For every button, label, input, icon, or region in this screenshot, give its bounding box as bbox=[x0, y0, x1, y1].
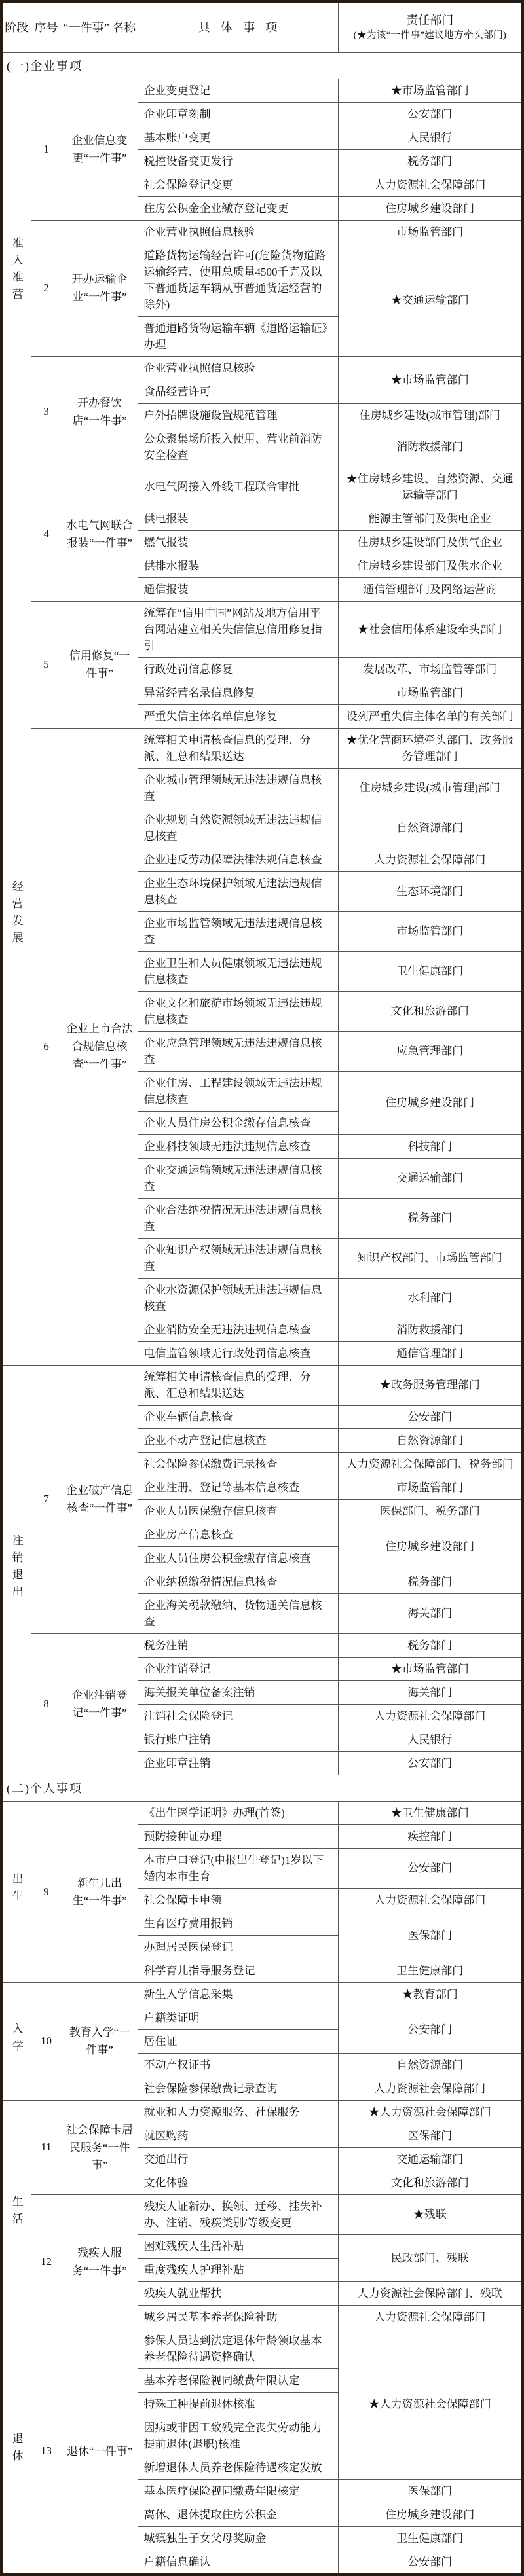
row-number-cell: 10 bbox=[31, 1982, 62, 2100]
item-cell: 银行账户注销 bbox=[138, 1728, 338, 1751]
department-cell: ★政务服务管理部门 bbox=[338, 1365, 523, 1405]
stage-label: 入学 bbox=[10, 2022, 23, 2057]
row-name-cell: 企业注销登记“一件事” bbox=[62, 1633, 138, 1775]
department-cell: 人力资源社会保障部门 bbox=[338, 1704, 523, 1728]
row-name-cell: 社会保障卡居民服务“一件事” bbox=[62, 2100, 138, 2194]
department-cell: 海关部门 bbox=[338, 1680, 523, 1704]
department-cell: 通信管理部门 bbox=[338, 1341, 523, 1365]
item-cell: 水电气网接入外线工程联合审批 bbox=[138, 467, 338, 507]
item-cell: 社会保险登记变更 bbox=[138, 173, 338, 196]
item-cell: 《出生医学证明》办理(首签) bbox=[138, 1801, 338, 1824]
item-cell: 企业住房、工程建设领域无违法违规信息核查 bbox=[138, 1071, 338, 1111]
item-cell: 注销社会保险登记 bbox=[138, 1704, 338, 1728]
header-name: “一件事” 名称 bbox=[62, 1, 138, 52]
item-cell: 行政处罚信息修复 bbox=[138, 657, 338, 681]
row-number-cell: 9 bbox=[31, 1801, 62, 1982]
item-cell: 企业营业执照信息核验 bbox=[138, 220, 338, 244]
department-cell: 市场监管部门 bbox=[338, 220, 523, 244]
department-cell: 人力资源社会保障部门 bbox=[338, 1888, 523, 1912]
department-cell: 自然资源部门 bbox=[338, 1428, 523, 1452]
department-cell: 文化和旅游部门 bbox=[338, 2171, 523, 2194]
item-cell: 税务注销 bbox=[138, 1633, 338, 1657]
item-row bbox=[1, 2100, 523, 2124]
item-cell: 企业变更登记 bbox=[138, 79, 338, 102]
department-cell: 卫生健康部门 bbox=[338, 951, 523, 991]
department-cell: 公安部门 bbox=[338, 1405, 523, 1428]
item-cell: 社会保险参保缴费记录查询 bbox=[138, 2077, 338, 2100]
item-cell: 企业市场监管领域无违法违规信息核查 bbox=[138, 911, 338, 951]
item-row bbox=[1, 467, 523, 507]
item-cell: 参保人员达到法定退休年龄领取基本养老保险待遇资格确认 bbox=[138, 2329, 338, 2368]
item-cell: 因病或非因工致残完全丧失劳动能力提前退休(退职)核准 bbox=[138, 2416, 338, 2456]
item-cell: 住房公积金企业缴存登记变更 bbox=[138, 196, 338, 220]
department-cell: 卫生健康部门 bbox=[338, 1959, 523, 1982]
department-cell: ★市场监管部门 bbox=[338, 1657, 523, 1680]
stage-label-cell bbox=[1, 1801, 31, 1982]
row-name-cell: 残疾人服务“一件事” bbox=[62, 2194, 138, 2329]
item-cell: 企业人员住房公积金缴存信息核查 bbox=[138, 1111, 338, 1134]
item-cell: 普通道路货物运输车辆《道路运输证》办理 bbox=[138, 316, 338, 356]
item-cell: 统筹在“信用中国”网站及地方信用平台网站建立相关失信信息信用修复指引 bbox=[138, 601, 338, 657]
department-cell: 人民银行 bbox=[338, 126, 523, 149]
header-items: 具体事项 bbox=[138, 1, 338, 52]
item-cell: 异常经营名录信息修复 bbox=[138, 681, 338, 704]
department-cell: ★人力资源社会保障部门 bbox=[338, 2100, 523, 2124]
item-cell: 公众聚集场所投入使用、营业前消防安全检查 bbox=[138, 427, 338, 467]
item-cell: 统筹相关申请核查信息的受理、分派、汇总和结果送达 bbox=[138, 1365, 338, 1405]
header-no: 序号 bbox=[31, 1, 62, 52]
row-number-cell: 8 bbox=[31, 1633, 62, 1775]
department-cell: 公安部门 bbox=[338, 1751, 523, 1775]
item-row bbox=[1, 2194, 523, 2234]
item-cell: 企业不动产登记信息核查 bbox=[138, 1428, 338, 1452]
item-cell: 残疾人证新办、换领、迁移、挂失补办、注销、残疾类别/等级变更 bbox=[138, 2194, 338, 2234]
row-number-cell: 3 bbox=[31, 356, 62, 467]
row-number-cell: 7 bbox=[31, 1365, 62, 1633]
stage-label-cell bbox=[1, 1365, 31, 1775]
department-cell: 知识产权部门、市场监管部门 bbox=[338, 1238, 523, 1278]
section-title: (一)企业事项 bbox=[1, 52, 523, 79]
header-dept bbox=[338, 1, 523, 52]
row-number-cell: 6 bbox=[31, 728, 62, 1365]
stage-label: 退休 bbox=[10, 2432, 23, 2467]
row-number-cell: 13 bbox=[31, 2329, 62, 2575]
stage-label: 准入准营 bbox=[10, 237, 23, 305]
department-cell: 住房城乡建设部门及供水企业 bbox=[338, 554, 523, 577]
row-name-cell: 退休“一件事” bbox=[62, 2329, 138, 2575]
department-cell: 住房城乡建设(城市管理)部门 bbox=[338, 768, 523, 808]
row-name-cell: 开办运输企业“一件事” bbox=[62, 220, 138, 356]
item-cell: 户籍信息确认 bbox=[138, 2550, 338, 2575]
row-name-cell: 水电气网联合报装“一件事” bbox=[62, 467, 138, 601]
department-cell: 人力资源社会保障部门 bbox=[338, 2305, 523, 2329]
department-cell: 住房城乡建设部门 bbox=[338, 2503, 523, 2526]
row-number-cell: 2 bbox=[31, 220, 62, 356]
department-cell: 住房城乡建设部门 bbox=[338, 1523, 523, 1570]
department-cell: 通信管理部门及网络运营商 bbox=[338, 577, 523, 601]
section-title: (二)个人事项 bbox=[1, 1775, 523, 1801]
department-cell: 发展改革、市场监管等部门 bbox=[338, 657, 523, 681]
item-cell: 企业合法纳税情况无违法违规信息核查 bbox=[138, 1198, 338, 1238]
item-cell: 特殊工种提前退休核准 bbox=[138, 2392, 338, 2416]
department-cell: 卫生健康部门 bbox=[338, 2526, 523, 2550]
department-cell: 住房城乡建设(城市管理)部门 bbox=[338, 403, 523, 427]
stage-label: 经营发展 bbox=[10, 880, 23, 949]
department-cell: 生态环境部门 bbox=[338, 871, 523, 911]
department-cell: ★市场监管部门 bbox=[338, 356, 523, 403]
department-cell: ★人力资源社会保障部门 bbox=[338, 2329, 523, 2479]
department-cell: 人民银行 bbox=[338, 1728, 523, 1751]
stage-label: 出生 bbox=[10, 1873, 23, 1907]
item-cell: 不动产权证书 bbox=[138, 2053, 338, 2077]
department-cell: 交通运输部门 bbox=[338, 2147, 523, 2171]
department-cell: 税务部门 bbox=[338, 149, 523, 173]
item-cell: 企业交通运输领域无违法违规信息核查 bbox=[138, 1158, 338, 1198]
department-cell: 住房城乡建设部门 bbox=[338, 196, 523, 220]
department-cell: 公安部门 bbox=[338, 2006, 523, 2053]
item-row bbox=[1, 1365, 523, 1405]
department-cell: 医保部门 bbox=[338, 1912, 523, 1959]
item-cell: 企业应急管理领域无违法违规信息核查 bbox=[138, 1031, 338, 1071]
row-number-cell: 11 bbox=[31, 2100, 62, 2194]
item-cell: 社会保障卡申领 bbox=[138, 1888, 338, 1912]
department-cell: 能源主管部门及供电企业 bbox=[338, 507, 523, 530]
department-cell: 设列严重失信主体名单的有关部门 bbox=[338, 704, 523, 728]
item-cell: 文化体验 bbox=[138, 2171, 338, 2194]
item-cell: 企业注册、登记等基本信息核查 bbox=[138, 1476, 338, 1499]
item-cell: 就业和人力资源服务、社保服务 bbox=[138, 2100, 338, 2124]
item-cell: 户外招牌设施设置规范管理 bbox=[138, 403, 338, 427]
department-cell: ★住房城乡建设、自然资源、交通运输等部门 bbox=[338, 467, 523, 507]
item-cell: 新生入学信息采集 bbox=[138, 1982, 338, 2006]
item-cell: 企业城市管理领域无违法违规信息核查 bbox=[138, 768, 338, 808]
item-cell: 企业房产信息核查 bbox=[138, 1523, 338, 1546]
department-cell: 自然资源部门 bbox=[338, 808, 523, 848]
row-name-cell: 教育入学“一件事” bbox=[62, 1982, 138, 2100]
department-cell: 水利部门 bbox=[338, 1278, 523, 1318]
department-cell: 住房城乡建设部门及供气企业 bbox=[338, 530, 523, 554]
item-cell: 海关报关单位备案注销 bbox=[138, 1680, 338, 1704]
item-cell: 城乡居民基本养老保险补助 bbox=[138, 2305, 338, 2329]
item-cell: 基本养老保险视同缴费年限认定 bbox=[138, 2368, 338, 2392]
item-cell: 企业纳税缴税情况信息核查 bbox=[138, 1570, 338, 1593]
row-name-cell: 企业上市合法合规信息核查“一件事” bbox=[62, 728, 138, 1365]
row-name-cell: 信用修复“一件事” bbox=[62, 601, 138, 728]
item-cell: 企业营业执照信息核验 bbox=[138, 356, 338, 380]
item-cell: 新增退休人员养老保险待遇核定发放 bbox=[138, 2456, 338, 2479]
department-cell: 公安部门 bbox=[338, 102, 523, 126]
department-cell: 医保部门 bbox=[338, 2124, 523, 2147]
item-cell: 企业车辆信息核查 bbox=[138, 1405, 338, 1428]
department-cell: 人力资源社会保障部门、残联 bbox=[338, 2281, 523, 2305]
item-row bbox=[1, 601, 523, 657]
department-cell: ★卫生健康部门 bbox=[338, 1801, 523, 1824]
department-cell: 消防救援部门 bbox=[338, 427, 523, 467]
item-row bbox=[1, 1982, 523, 2006]
stage-label-cell bbox=[1, 79, 31, 467]
department-cell: ★交通运输部门 bbox=[338, 244, 523, 356]
department-cell: 住房城乡建设部门 bbox=[338, 1071, 523, 1134]
item-cell: 重度残疾人护理补贴 bbox=[138, 2258, 338, 2281]
row-number-cell: 1 bbox=[31, 79, 62, 220]
department-cell: 自然资源部门 bbox=[338, 2053, 523, 2077]
item-cell: 燃气报装 bbox=[138, 530, 338, 554]
item-cell: 企业文化和旅游市场领域无违法违规信息核查 bbox=[138, 991, 338, 1031]
department-cell: ★教育部门 bbox=[338, 1982, 523, 2006]
table-header-row bbox=[1, 1, 523, 52]
item-cell: 基本医疗保险视同缴费年限核定 bbox=[138, 2479, 338, 2503]
item-cell: 严重失信主体名单信息修复 bbox=[138, 704, 338, 728]
department-cell: 医保部门 bbox=[338, 2479, 523, 2503]
row-number-cell: 4 bbox=[31, 467, 62, 601]
item-cell: 城镇独生子女父母奖励金 bbox=[138, 2526, 338, 2550]
item-cell: 供电报装 bbox=[138, 507, 338, 530]
department-cell: 民政部门、残联 bbox=[338, 2234, 523, 2281]
header-dept-note: (★为该“一件事”建议地方牵头部门) bbox=[353, 29, 506, 41]
item-cell: 企业违反劳动保障法律法规信息核查 bbox=[138, 848, 338, 871]
department-cell: 人力资源社会保障部门、税务部门 bbox=[338, 1452, 523, 1476]
department-cell: ★残联 bbox=[338, 2194, 523, 2234]
item-cell: 居住证 bbox=[138, 2029, 338, 2053]
item-cell: 企业注销登记 bbox=[138, 1657, 338, 1680]
department-cell: ★市场监管部门 bbox=[338, 79, 523, 102]
item-cell: 企业规划自然资源领域无违法违规信息核查 bbox=[138, 808, 338, 848]
department-cell: ★社会信用体系建设牵头部门 bbox=[338, 601, 523, 657]
item-row bbox=[1, 2329, 523, 2368]
stage-label-cell bbox=[1, 1982, 31, 2100]
item-cell: 企业消防安全无违法违规信息核查 bbox=[138, 1318, 338, 1341]
item-cell: 基本账户变更 bbox=[138, 126, 338, 149]
stage-label: 生活 bbox=[10, 2196, 23, 2230]
item-cell: 科学育儿指导服务登记 bbox=[138, 1959, 338, 1982]
item-row bbox=[1, 1633, 523, 1657]
stage-label: 注销退出 bbox=[10, 1534, 23, 1603]
item-cell: 企业人员住房公积金缴存信息核查 bbox=[138, 1546, 338, 1570]
department-cell: 市场监管部门 bbox=[338, 911, 523, 951]
item-cell: 企业海关税款缴纳、货物通关信息核查 bbox=[138, 1593, 338, 1633]
item-cell: 企业水资源保护领域无违法违规信息核查 bbox=[138, 1278, 338, 1318]
item-cell: 就医购药 bbox=[138, 2124, 338, 2147]
row-name-cell: 企业信息变更“一件事” bbox=[62, 79, 138, 220]
department-cell: 税务部门 bbox=[338, 1198, 523, 1238]
item-row bbox=[1, 220, 523, 244]
item-row bbox=[1, 728, 523, 768]
item-row bbox=[1, 79, 523, 102]
department-cell: 人力资源社会保障部门 bbox=[338, 848, 523, 871]
row-name-cell: 开办餐饮店“一件事” bbox=[62, 356, 138, 467]
department-cell: 海关部门 bbox=[338, 1593, 523, 1633]
item-cell: 企业生态环境保护领域无违法违规信息核查 bbox=[138, 871, 338, 911]
item-cell: 生育医疗费用报销 bbox=[138, 1912, 338, 1935]
row-number-cell: 5 bbox=[31, 601, 62, 728]
row-name-cell: 新生儿出生“一件事” bbox=[62, 1801, 138, 1982]
item-row bbox=[1, 356, 523, 380]
item-cell: 供排水报装 bbox=[138, 554, 338, 577]
section-title-row bbox=[1, 52, 523, 79]
department-cell: 科技部门 bbox=[338, 1134, 523, 1158]
item-cell: 电信监管领域无行政处罚信息核查 bbox=[138, 1341, 338, 1365]
department-cell: 公安部门 bbox=[338, 1848, 523, 1888]
department-cell: 税务部门 bbox=[338, 1570, 523, 1593]
department-cell: 公安部门 bbox=[338, 2550, 523, 2575]
item-cell: 本市户口登记(申报出生登记)1岁以下婚内本市生育 bbox=[138, 1848, 338, 1888]
item-cell: 残疾人就业帮扶 bbox=[138, 2281, 338, 2305]
item-cell: 预防接种证办理 bbox=[138, 1824, 338, 1848]
item-cell: 企业知识产权领域无违法违规信息核查 bbox=[138, 1238, 338, 1278]
department-cell: 人力资源社会保障部门 bbox=[338, 173, 523, 196]
stage-label-cell bbox=[1, 467, 31, 1365]
department-cell: 市场监管部门 bbox=[338, 1476, 523, 1499]
section-title-row bbox=[1, 1775, 523, 1801]
item-cell: 企业印章刻制 bbox=[138, 102, 338, 126]
department-cell: 疾控部门 bbox=[338, 1824, 523, 1848]
item-cell: 食品经营许可 bbox=[138, 380, 338, 403]
item-cell: 离休、退休提取住房公积金 bbox=[138, 2503, 338, 2526]
department-cell: 市场监管部门 bbox=[338, 681, 523, 704]
item-cell: 企业卫生和人员健康领域无违法违规信息核查 bbox=[138, 951, 338, 991]
item-cell: 道路货物运输经营许可(危险货物道路运输经营、使用总质量4500千克及以下普通货运车辆从事普通货运经营的除外) bbox=[138, 244, 338, 316]
item-cell: 税控设备变更发行 bbox=[138, 149, 338, 173]
item-row bbox=[1, 1801, 523, 1824]
item-cell: 交通出行 bbox=[138, 2147, 338, 2171]
department-cell: 人力资源社会保障部门 bbox=[338, 2077, 523, 2100]
department-cell: 文化和旅游部门 bbox=[338, 991, 523, 1031]
item-cell: 办理居民医保登记 bbox=[138, 1935, 338, 1959]
header-stage: 阶段 bbox=[1, 1, 31, 52]
row-number-cell: 12 bbox=[31, 2194, 62, 2329]
department-cell: 应急管理部门 bbox=[338, 1031, 523, 1071]
item-cell: 户籍类证明 bbox=[138, 2006, 338, 2029]
stage-label-cell bbox=[1, 2329, 31, 2575]
item-cell: 企业科技领域无违法违规信息核查 bbox=[138, 1134, 338, 1158]
item-cell: 统筹相关申请核查信息的受理、分派、汇总和结果送达 bbox=[138, 728, 338, 768]
department-cell: ★优化营商环境牵头部门、政务服务管理部门 bbox=[338, 728, 523, 768]
department-cell: 医保部门、税务部门 bbox=[338, 1499, 523, 1523]
item-cell: 社会保险参保缴费记录核查 bbox=[138, 1452, 338, 1476]
row-name-cell: 企业破产信息核查“一件事” bbox=[62, 1365, 138, 1633]
department-cell: 交通运输部门 bbox=[338, 1158, 523, 1198]
item-cell: 企业印章注销 bbox=[138, 1751, 338, 1775]
item-cell: 通信报装 bbox=[138, 577, 338, 601]
item-cell: 困难残疾人生活补贴 bbox=[138, 2234, 338, 2258]
department-cell: 税务部门 bbox=[338, 1633, 523, 1657]
department-cell: 消防救援部门 bbox=[338, 1318, 523, 1341]
stage-label-cell bbox=[1, 2100, 31, 2329]
header-dept-title: 责任部门 bbox=[406, 13, 454, 27]
item-cell: 企业人员医保缴存信息核查 bbox=[138, 1499, 338, 1523]
